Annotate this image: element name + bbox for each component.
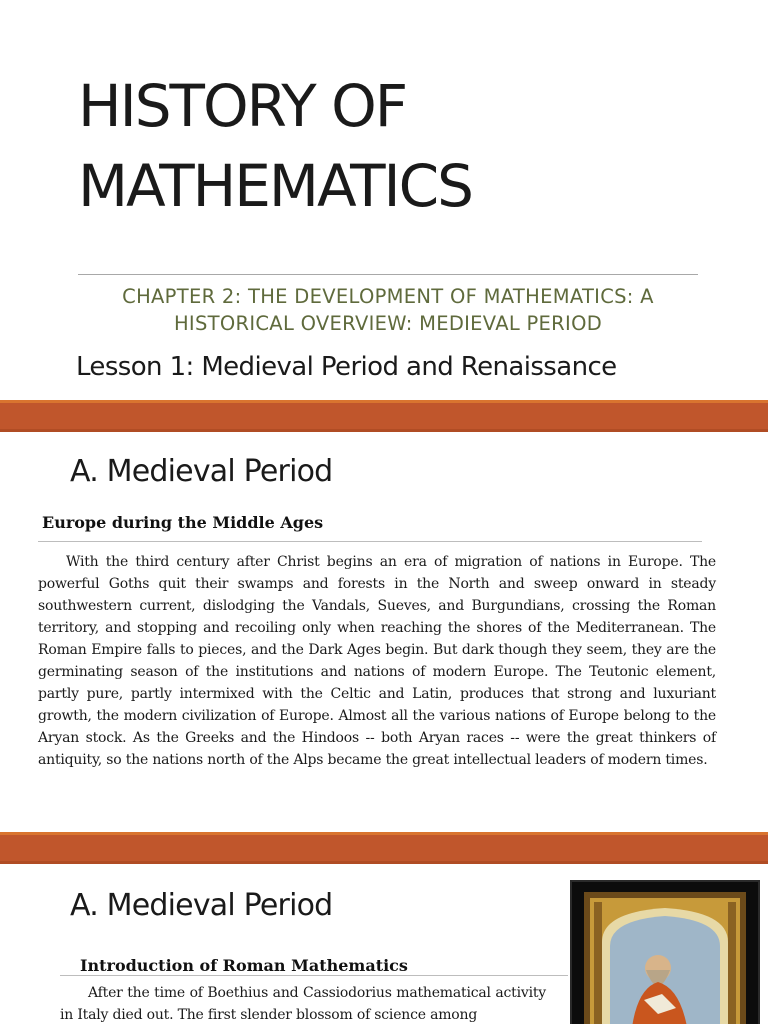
slide-separator-band	[0, 400, 768, 432]
europe-subheading: Europe during the Middle Ages	[42, 513, 324, 532]
roman-subheading: Introduction of Roman Mathematics	[80, 956, 408, 975]
roman-paragraph-text: After the time of Boethius and Cassiodorius mathematical activity in Italy died out. The first slender blossom of science among	[60, 985, 546, 1023]
lesson-title: Lesson 1: Medieval Period and Renaissance	[76, 352, 617, 382]
subheading-divider	[38, 541, 702, 542]
section-heading: A. Medieval Period	[70, 888, 333, 923]
section-heading: A. Medieval Period	[70, 454, 333, 489]
chapter-subtitle	[78, 283, 698, 337]
painting-illustration	[572, 882, 758, 1024]
main-title	[78, 66, 472, 226]
main-title-line-1: HISTORY OF	[78, 72, 407, 140]
subtitle-line-1: CHAPTER 2: THE DEVELOPMENT OF MATHEMATICS: A	[122, 285, 654, 308]
title-slide	[0, 0, 768, 400]
roman-paragraph	[60, 982, 546, 1024]
main-title-line-2: MATHEMATICS	[78, 152, 472, 220]
boethius-painting-image	[570, 880, 760, 1024]
slide-separator-band	[0, 832, 768, 864]
subheading-divider	[60, 975, 568, 976]
europe-paragraph	[38, 551, 716, 771]
slide-europe-middle-ages	[0, 432, 768, 832]
title-divider	[78, 274, 698, 275]
subtitle-line-2: HISTORICAL OVERVIEW: MEDIEVAL PERIOD	[173, 312, 603, 335]
slide-roman-mathematics	[0, 864, 768, 1024]
europe-paragraph-text: With the third century after Christ begins an era of migration of nations in Europe. The powerful Goths quit their swamps and forests in the North and sweep onward in steady southwestern current, dislodging the Vandals, Sueves, and Burgundians, crossing the Roman territory, and stopping and recoiling only when reaching the shores of the Mediterranean. The Roman Empire falls to pieces, and the Dark Ages begin. But dark though they seem, they are the germinating season of the institutions and nations of modern Europe. The Teutonic element, partly pure, partly intermixed with the Celtic and Latin, produces that strong and luxuriant growth, the modern civilization of Europe. Almost all the various nations of Europe belong to the Aryan stock. As the Greeks and the Hindoos -- both Aryan races -- were the great thinkers of antiquity, so the nations north of the Alps became the great intellectual leaders of modern times.	[38, 554, 716, 768]
